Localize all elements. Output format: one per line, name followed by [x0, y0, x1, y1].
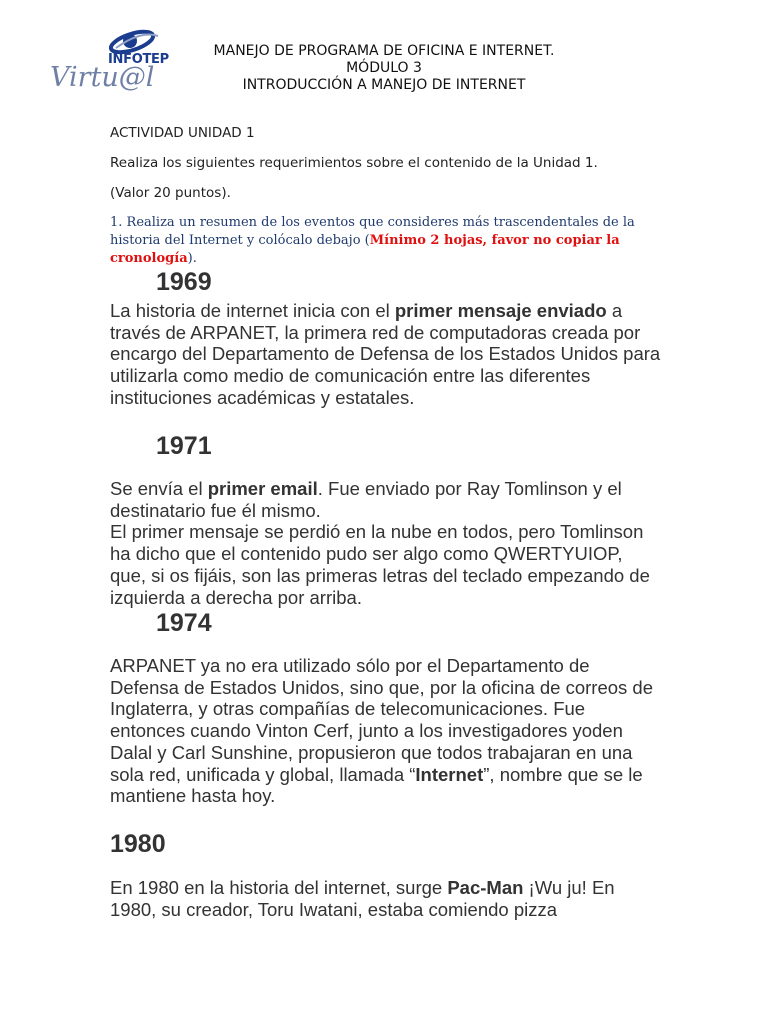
bold-run: primer email: [207, 478, 318, 499]
header-module: MÓDULO 3: [346, 60, 422, 76]
text-run: ARPANET ya no era utilizado sólo por el Departamento de Defensa de Estados Unidos, sino que, por la oficina de correos de Inglaterra, y otras compañías de telecomunicaciones. Fue entonces cuando Vinton Cerf, junto a los investigadores yoden Dalal y Carl Sunshine, propusieron que todos trabajaran en una sola red, unificada y global, llamada “: [110, 655, 653, 785]
text-run: Se envía el: [110, 478, 208, 499]
text-run: . Fue enviado por Ray Tomlinson y el destinatario fue él mismo.: [110, 478, 622, 521]
activity-value: (Valor 20 puntos).: [110, 185, 231, 201]
year-heading-1980: 1980: [110, 830, 166, 858]
text-run: a través de ARPANET, la primera red de computadoras creada por encargo del Departamento de Defensa de los Estados Unidos para utilizarla como medio de comunicación entre las diferentes instituciones académicas y estatales.: [110, 300, 661, 408]
text-run: ”, nombre que se le mantiene hasta hoy.: [110, 763, 643, 807]
text-run: En 1980 en la historia del internet, surge: [110, 877, 448, 898]
activity-instruction: [110, 214, 650, 268]
text-run: ¡Wu ju! En 1980, su creador, Toru Iwatani, estaba comiendo pizza: [110, 877, 615, 920]
year-heading-1969: 1969: [156, 268, 212, 296]
logo-sub: Virtu@l: [50, 62, 155, 93]
section-1980-text: [110, 877, 658, 920]
section-1971-text: [110, 478, 655, 608]
year-heading-1974: 1974: [156, 609, 212, 637]
text-run: El primer mensaje se perdió en la nube en todos, pero Tomlinson ha dicho que el contenido pudo ser algo como QWERTYUIOP, que, si os fijáis, son las primeras letras del teclado empezando de izquierda a derecha por arriba.: [110, 521, 650, 608]
instruction-text: 1. Realiza un resumen de los eventos que consideres más trascendentales de la historia del Internet y colócalo debajo (: [110, 215, 635, 248]
bold-run: Internet: [415, 763, 484, 785]
instruction-warning: Mínimo 2 hojas, favor no copiar la cronología: [110, 233, 620, 266]
text-run: La historia de internet inicia con el: [110, 300, 395, 321]
year-heading-1971: 1971: [156, 432, 212, 460]
infotep-logo: [46, 28, 172, 98]
instruction-end: ).: [187, 251, 197, 266]
section-1969-text: [110, 300, 670, 409]
section-1974-text: [110, 655, 658, 807]
activity-title: ACTIVIDAD UNIDAD 1: [110, 125, 255, 141]
header-course: MANEJO DE PROGRAMA DE OFICINA E INTERNET.: [213, 43, 555, 59]
bold-run: primer mensaje enviado: [394, 300, 607, 321]
bold-run: Pac-Man: [447, 877, 524, 898]
activity-request: Realiza los siguientes requerimientos sobre el contenido de la Unidad 1.: [110, 155, 598, 171]
logo-brand: INFOTEP: [108, 52, 169, 67]
document-header: [170, 43, 598, 94]
header-topic: INTRODUCCIÓN A MANEJO DE INTERNET: [242, 77, 526, 93]
